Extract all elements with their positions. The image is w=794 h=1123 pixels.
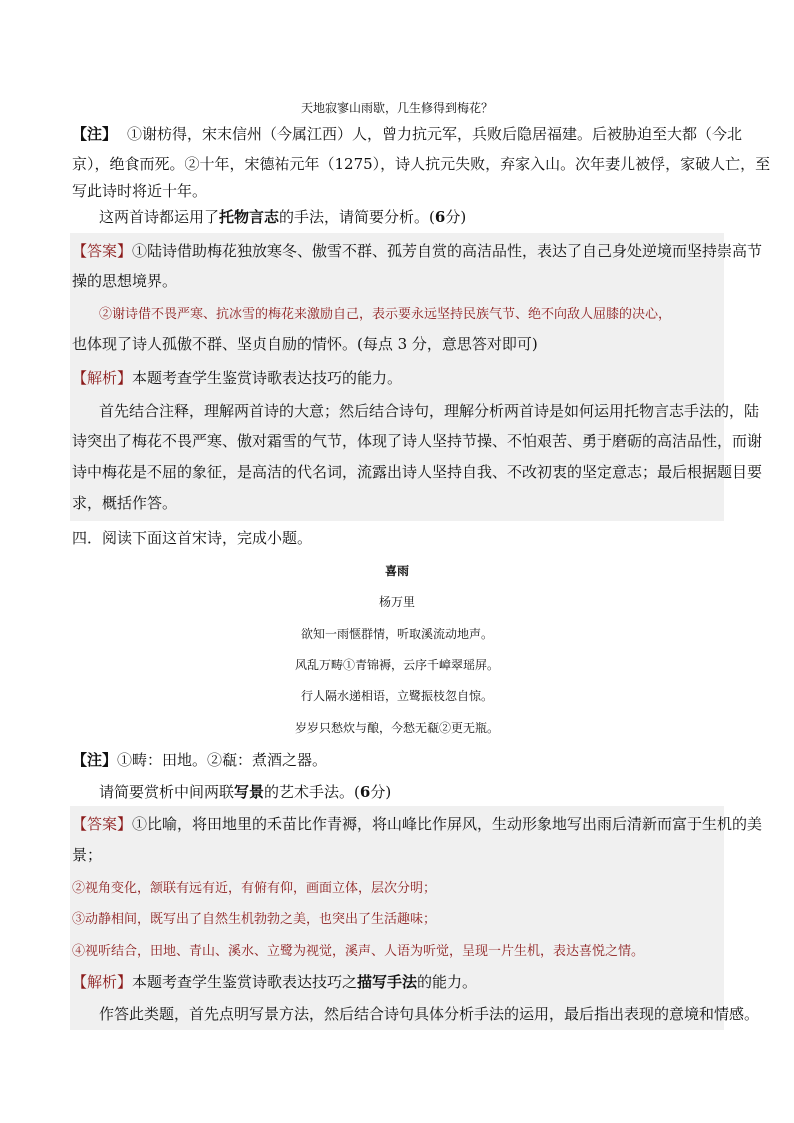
analysis1-line1: 【解析】本题考查学生鉴赏诗歌表达技巧的能力。	[72, 369, 403, 387]
poem2-line2: 风乱万畴①青锦褥，云序千嶂翠瑶屏。	[294, 658, 499, 672]
analysis1-line2: 首先结合注释，理解两首诗的大意；然后结合诗句，理解分析两首诗是如何运用托物言志手法的，陆	[99, 402, 760, 420]
analysis2-line1: 【解析】本题考查学生鉴赏诗歌表达技巧之描写手法的能力。	[72, 973, 478, 991]
poem2-line4: 岁岁只愁炊与酿，今愁无瓻②更无瓶。	[294, 721, 499, 735]
note1-line1: 【注】 ①谢枋得，宋末信州（今属江西）人，曾力抗元军，兵败后隐居福建。后被胁迫至大都（今北	[72, 125, 743, 143]
analysis1-line3: 诗突出了梅花不畏严寒、傲对霜雪的气节，体现了诗人坚持节操、不怕艰苦、勇于磨砺的高洁品性，而谢	[72, 432, 763, 450]
answer2-line5: ④视听结合，田地、青山、溪水、立鹭为视觉，溪声、人语为听觉，呈现一片生机，表达喜悦之情。	[72, 944, 645, 959]
analysis2-line2: 作答此类题，首先点明写景方法，然后结合诗句具体分析手法的运用，最后指出表现的意境和情感。	[99, 1005, 760, 1023]
poem2-line1: 欲知一雨惬群情，听取溪流动地声。	[300, 627, 493, 641]
answer2-line2: 景；	[72, 846, 103, 864]
poem1-last-line: 天地寂寥山雨歇，几生修得到梅花？	[300, 101, 493, 115]
answer1-line4: 也体现了诗人孤傲不群、坚贞自励的情怀。(每点 3 分，意思答对即可)	[72, 335, 538, 353]
answer1-line2: 操的思想境界。	[72, 272, 178, 290]
poem2-title: 喜雨	[384, 564, 409, 578]
answer1-line3: ②谢诗借不畏严寒、抗冰雪的梅花来激励自己，表示要永远坚持民族气节、绝不向敌人屈膝的决心，	[99, 307, 672, 322]
analysis-tag: 【解析】	[72, 973, 133, 991]
note1-line2: 京），绝食而死。②十年，宋德祐元年（1275），诗人抗元失败，弃家入山。次年妻儿被俘，家破人亡，至	[72, 155, 771, 173]
note-tag: 【注】	[72, 751, 118, 769]
note-tag: 【注】	[72, 125, 118, 143]
answer-tag: 【答案】	[72, 815, 133, 833]
poem2-author: 杨万里	[378, 595, 415, 609]
poem2-line3: 行人隔水递相语，立鹭振枝忽自惊。	[300, 689, 493, 703]
answer-tag: 【答案】	[72, 242, 133, 260]
answer2-line1: 【答案】①比喻，将田地里的禾苗比作青褥，将山峰比作屏风，生动形象地写出雨后清新而富于生机的美	[72, 815, 763, 833]
note2: 【注】①畴：田地。②瓻：煮酒之器。	[72, 751, 328, 769]
answer1-line1: 【答案】①陆诗借助梅花独放寒冬、傲雪不群、孤芳自赏的高洁品性，表达了自己身处逆境而坚持崇高节	[72, 242, 763, 260]
answer2-line3: ②视角变化，颔联有远有近，有俯有仰，画面立体，层次分明；	[72, 881, 437, 896]
question2: 请简要赏析中间两联写景的艺术手法。(6分)	[99, 783, 392, 801]
note1-line3: 写此诗时将近十年。	[72, 182, 208, 200]
section4-heading: 四．阅读下面这首宋诗，完成小题。	[72, 529, 313, 547]
answer2-line4: ③动静相间，既写出了自然生机勃勃之美，也突出了生活趣味；	[72, 912, 437, 927]
analysis1-line5: 求，概括作答。	[72, 494, 178, 512]
analysis-tag: 【解析】	[72, 369, 133, 387]
question1: 这两首诗都运用了托物言志的手法，请简要分析。(6分)	[99, 208, 467, 226]
analysis1-line4: 诗中梅花是不屈的象征，是高洁的代名词，流露出诗人坚持自我、不改初衷的坚定意志；最后根据题目要	[72, 463, 763, 481]
